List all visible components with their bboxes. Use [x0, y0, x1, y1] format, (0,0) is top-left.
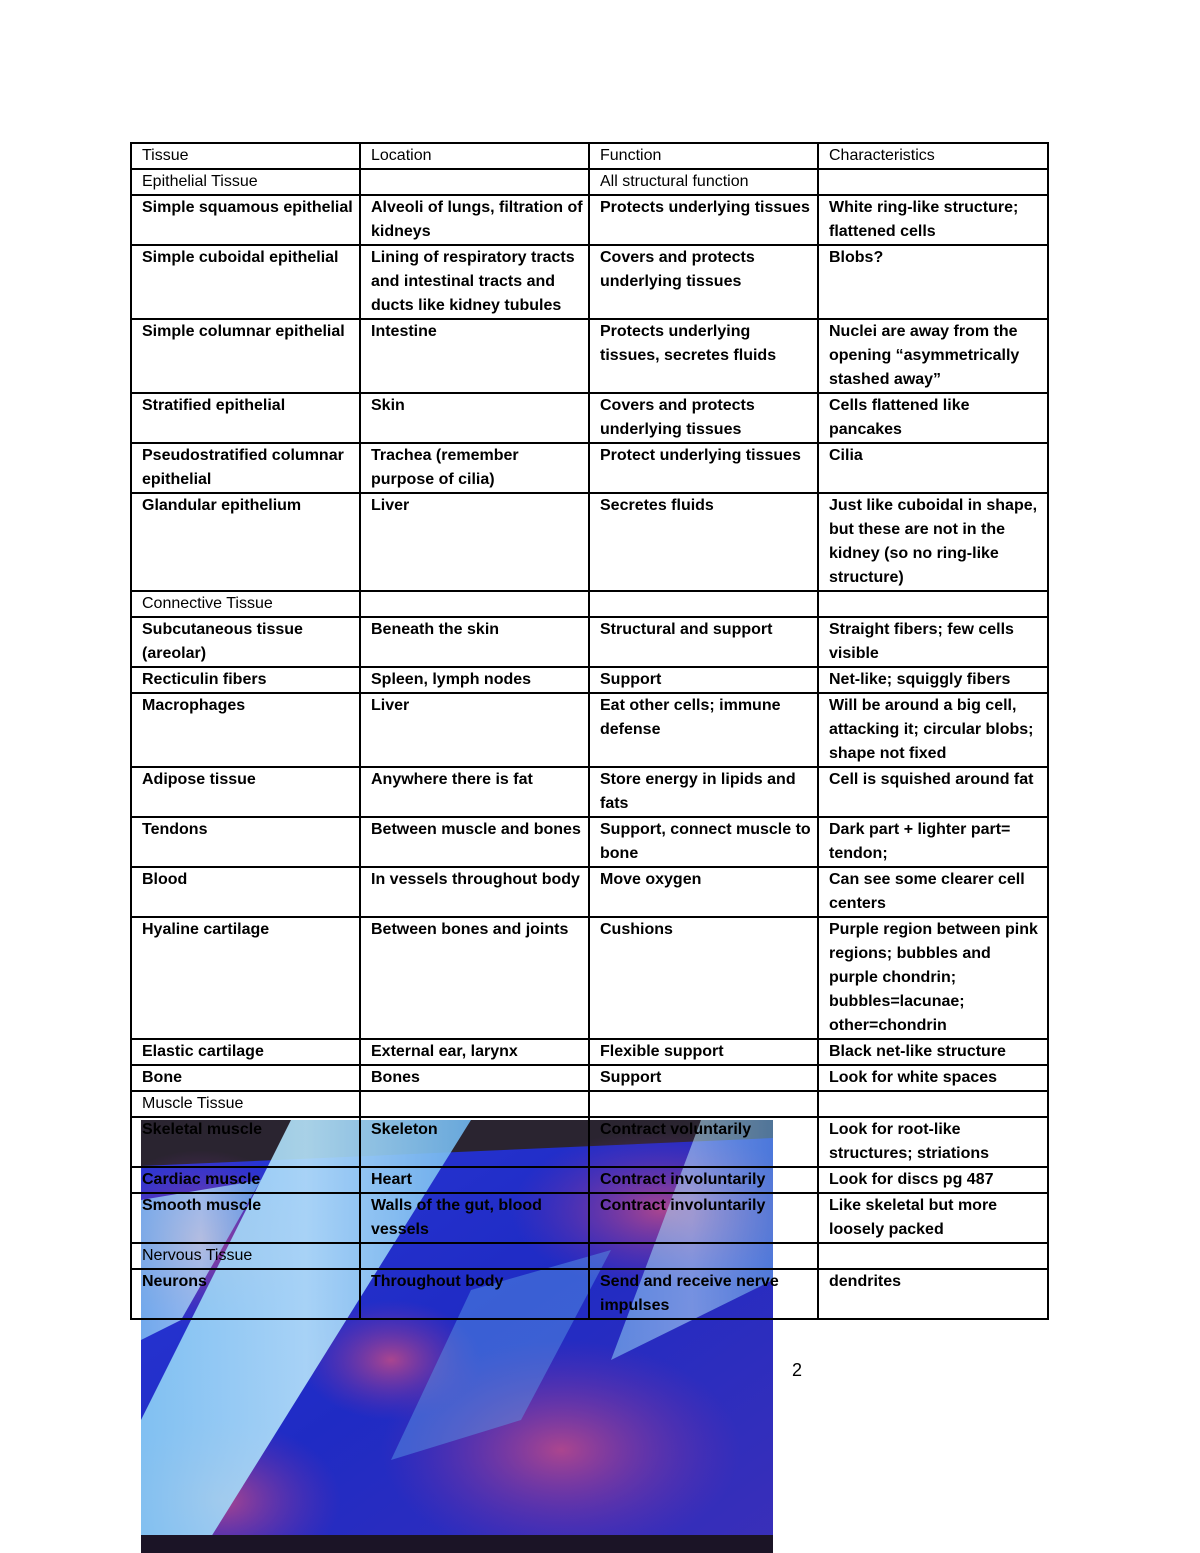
table-row	[131, 917, 1048, 1039]
location-cell: Throughout body	[360, 1269, 589, 1319]
location-cell: In vessels throughout body	[360, 867, 589, 917]
location-cell: Liver	[360, 693, 589, 767]
function-cell: Support	[589, 1065, 818, 1091]
tissue-cell: Hyaline cartilage	[131, 917, 360, 1039]
header-characteristics: Characteristics	[818, 143, 1048, 169]
location-cell: Walls of the gut, blood vessels	[360, 1193, 589, 1243]
tissue-cell: Cardiac muscle	[131, 1167, 360, 1193]
characteristics-cell: Look for white spaces	[818, 1065, 1048, 1091]
tissue-cell: Muscle Tissue	[131, 1091, 360, 1117]
function-cell: Send and receive nerve impulses	[589, 1269, 818, 1319]
location-cell: Bones	[360, 1065, 589, 1091]
function-cell: Store energy in lipids and fats	[589, 767, 818, 817]
function-cell: Eat other cells; immune defense	[589, 693, 818, 767]
table-row	[131, 817, 1048, 867]
tissue-cell: Epithelial Tissue	[131, 169, 360, 195]
characteristics-cell: dendrites	[818, 1269, 1048, 1319]
characteristics-cell: Like skeletal but more loosely packed	[818, 1193, 1048, 1243]
location-cell	[360, 1243, 589, 1269]
function-cell	[589, 1091, 818, 1117]
tissue-cell: Glandular epithelium	[131, 493, 360, 591]
tissue-cell: Simple squamous epithelial	[131, 195, 360, 245]
table-row	[131, 667, 1048, 693]
characteristics-cell	[818, 1243, 1048, 1269]
function-cell: Protects underlying tissues	[589, 195, 818, 245]
location-cell: Liver	[360, 493, 589, 591]
characteristics-cell: Black net-like structure	[818, 1039, 1048, 1065]
characteristics-cell: Just like cuboidal in shape, but these are not in the kidney (so no ring-like structure)	[818, 493, 1048, 591]
table-section-row	[131, 1091, 1048, 1117]
table-row	[131, 319, 1048, 393]
page-number: 2	[792, 1360, 803, 1380]
characteristics-cell: White ring-like structure; flattened cells	[818, 195, 1048, 245]
tissue-cell: Tendons	[131, 817, 360, 867]
tissue-cell: Macrophages	[131, 693, 360, 767]
characteristics-cell: Cells flattened like pancakes	[818, 393, 1048, 443]
tissue-cell: Bone	[131, 1065, 360, 1091]
characteristics-cell: Will be around a big cell, attacking it; circular blobs; shape not fixed	[818, 693, 1048, 767]
location-cell	[360, 1091, 589, 1117]
location-cell: Skeleton	[360, 1117, 589, 1167]
function-cell: Secretes fluids	[589, 493, 818, 591]
location-cell: Spleen, lymph nodes	[360, 667, 589, 693]
table-row	[131, 767, 1048, 817]
table-row	[131, 1065, 1048, 1091]
function-cell: Support, connect muscle to bone	[589, 817, 818, 867]
function-cell: Contract voluntarily	[589, 1117, 818, 1167]
tissue-cell: Subcutaneous tissue (areolar)	[131, 617, 360, 667]
location-cell: Lining of respiratory tracts and intestinal tracts and ducts like kidney tubules	[360, 245, 589, 319]
table-row	[131, 1269, 1048, 1319]
tissue-cell: Neurons	[131, 1269, 360, 1319]
header-tissue: Tissue	[131, 143, 360, 169]
location-cell: Heart	[360, 1167, 589, 1193]
location-cell: External ear, larynx	[360, 1039, 589, 1065]
location-cell: Skin	[360, 393, 589, 443]
function-cell: Structural and support	[589, 617, 818, 667]
tissue-cell: Stratified epithelial	[131, 393, 360, 443]
characteristics-cell: Look for discs pg 487	[818, 1167, 1048, 1193]
characteristics-cell: Look for root-like structures; striations	[818, 1117, 1048, 1167]
function-cell: Support	[589, 667, 818, 693]
function-cell	[589, 1243, 818, 1269]
header-location: Location	[360, 143, 589, 169]
table-row	[131, 1167, 1048, 1193]
location-cell: Alveoli of lungs, filtration of kidneys	[360, 195, 589, 245]
tissue-cell: Recticulin fibers	[131, 667, 360, 693]
table-row	[131, 493, 1048, 591]
table-row	[131, 1039, 1048, 1065]
table-header-row	[131, 143, 1048, 169]
table-row	[131, 245, 1048, 319]
function-cell: Covers and protects underlying tissues	[589, 393, 818, 443]
tissue-cell: Simple cuboidal epithelial	[131, 245, 360, 319]
table-section-row	[131, 1243, 1048, 1269]
tissue-cell: Elastic cartilage	[131, 1039, 360, 1065]
characteristics-cell: Dark part + lighter part= tendon;	[818, 817, 1048, 867]
tissue-cell: Simple columnar epithelial	[131, 319, 360, 393]
function-cell: Contract involuntarily	[589, 1193, 818, 1243]
characteristics-cell: Cell is squished around fat	[818, 767, 1048, 817]
tissue-cell: Smooth muscle	[131, 1193, 360, 1243]
table-row	[131, 393, 1048, 443]
characteristics-cell: Can see some clearer cell centers	[818, 867, 1048, 917]
location-cell: Between muscle and bones	[360, 817, 589, 867]
table-row	[131, 693, 1048, 767]
location-cell: Between bones and joints	[360, 917, 589, 1039]
characteristics-cell: Blobs?	[818, 245, 1048, 319]
table-row	[131, 1117, 1048, 1167]
characteristics-cell	[818, 1091, 1048, 1117]
characteristics-cell: Straight fibers; few cells visible	[818, 617, 1048, 667]
tissue-cell: Blood	[131, 867, 360, 917]
characteristics-cell: Net-like; squiggly fibers	[818, 667, 1048, 693]
characteristics-cell	[818, 169, 1048, 195]
tissue-cell: Skeletal muscle	[131, 1117, 360, 1167]
characteristics-cell: Cilia	[818, 443, 1048, 493]
table-row	[131, 1193, 1048, 1243]
characteristics-cell: Nuclei are away from the opening “asymmetrically stashed away”	[818, 319, 1048, 393]
function-cell: Move oxygen	[589, 867, 818, 917]
tissue-cell: Nervous Tissue	[131, 1243, 360, 1269]
table-section-row	[131, 591, 1048, 617]
function-cell: Protect underlying tissues	[589, 443, 818, 493]
header-function: Function	[589, 143, 818, 169]
function-cell: Covers and protects underlying tissues	[589, 245, 818, 319]
characteristics-cell: Purple region between pink regions; bubbles and purple chondrin; bubbles=lacunae; other=chondrin	[818, 917, 1048, 1039]
location-cell: Beneath the skin	[360, 617, 589, 667]
tissue-table	[130, 142, 1049, 1320]
function-cell: Contract involuntarily	[589, 1167, 818, 1193]
location-cell	[360, 591, 589, 617]
table-section-row	[131, 169, 1048, 195]
location-cell	[360, 169, 589, 195]
tissue-cell: Pseudostratified columnar epithelial	[131, 443, 360, 493]
table-row	[131, 443, 1048, 493]
function-cell: All structural function	[589, 169, 818, 195]
function-cell	[589, 591, 818, 617]
location-cell: Intestine	[360, 319, 589, 393]
characteristics-cell	[818, 591, 1048, 617]
location-cell: Anywhere there is fat	[360, 767, 589, 817]
table-row	[131, 195, 1048, 245]
function-cell: Protects underlying tissues, secretes fluids	[589, 319, 818, 393]
tissue-cell: Connective Tissue	[131, 591, 360, 617]
function-cell: Cushions	[589, 917, 818, 1039]
table-row	[131, 617, 1048, 667]
table-row	[131, 867, 1048, 917]
function-cell: Flexible support	[589, 1039, 818, 1065]
tissue-cell: Adipose tissue	[131, 767, 360, 817]
location-cell: Trachea (remember purpose of cilia)	[360, 443, 589, 493]
